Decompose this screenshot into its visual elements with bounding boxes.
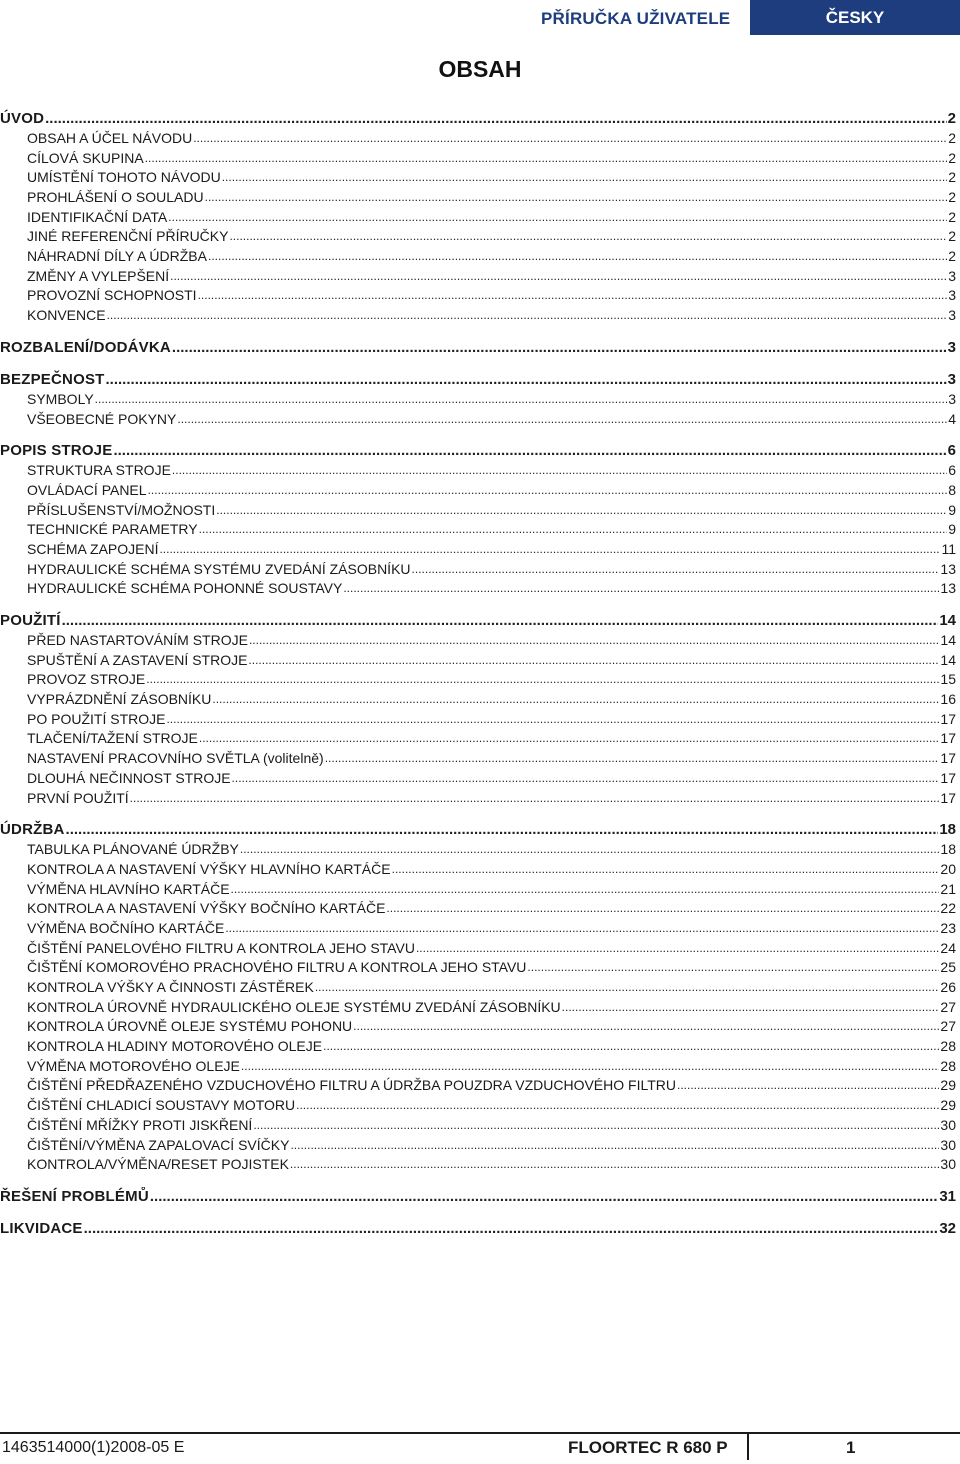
toc-dot-leader	[45, 109, 947, 129]
toc-entry-page: 14	[940, 651, 956, 668]
toc-entry-title: PROHLÁŠENÍ O SOULADU	[27, 189, 204, 206]
toc-entry-page: 30	[940, 1156, 956, 1173]
toc-subsection-entry[interactable]	[0, 1037, 956, 1057]
toc-dot-leader	[84, 1219, 939, 1239]
toc-dot-leader	[170, 267, 947, 287]
toc-dot-leader	[166, 710, 939, 730]
toc-entry-title: UMÍSTĚNÍ TOHOTO NÁVODU	[27, 169, 221, 186]
toc-entry-title: VŠEOBECNÉ POKYNY	[27, 410, 177, 427]
toc-entry-title: SYMBOLY	[27, 390, 94, 407]
toc-dot-leader	[229, 227, 947, 247]
toc-entry-page: 4	[948, 410, 956, 427]
model-name: FLOORTEC R 680 P	[568, 1438, 728, 1457]
toc-subsection-entry[interactable]	[0, 730, 956, 750]
toc-subsection-entry[interactable]	[0, 1096, 956, 1116]
toc-entry-page: 13	[940, 580, 956, 597]
toc-subsection-entry[interactable]	[0, 710, 956, 730]
toc-subsection-entry[interactable]	[0, 998, 956, 1018]
toc-entry-title: POPIS STROJE	[0, 442, 113, 460]
toc-entry-page: 2	[948, 129, 956, 146]
toc-entry-page: 17	[940, 730, 956, 747]
toc-dot-leader	[241, 1057, 940, 1077]
toc-subsection-entry[interactable]	[0, 149, 956, 169]
toc-entry-title: ÚDRŽBA	[0, 821, 65, 839]
toc-entry-title: HYDRAULICKÉ SCHÉMA SYSTÉMU ZVEDÁNÍ ZÁSOBNÍKU	[27, 560, 411, 577]
toc-dot-leader	[527, 958, 939, 978]
toc-entry-title: PŘÍSLUŠENSTVÍ/MOŽNOSTI	[27, 501, 216, 518]
toc-entry-page: 9	[948, 501, 956, 518]
toc-subsection-entry[interactable]	[0, 481, 956, 501]
toc-dot-leader	[198, 287, 948, 307]
toc-entry-title: KONTROLA VÝŠKY A ČINNOSTI ZÁSTĚREK	[27, 979, 314, 996]
toc-entry-title: KONTROLA HLADINY MOTOROVÉHO OLEJE	[27, 1038, 323, 1055]
toc-subsection-entry[interactable]	[0, 461, 956, 481]
toc-entry-title: KONTROLA ÚROVNĚ OLEJE SYSTÉMU POHONU	[27, 1018, 353, 1035]
toc-subsection-entry[interactable]	[0, 188, 956, 208]
toc-entry-title: NASTAVENÍ PRACOVNÍHO SVĚTLA (volitelně)	[27, 750, 324, 767]
toc-dot-leader	[248, 651, 939, 671]
toc-entry-page: 2	[947, 110, 956, 127]
toc-subsection-entry[interactable]	[0, 651, 956, 671]
section-gap	[0, 326, 956, 338]
toc-dot-leader	[193, 129, 947, 149]
toc-dot-leader	[148, 481, 948, 501]
toc-entry-page: 3	[948, 307, 956, 324]
toc-dot-leader	[216, 501, 947, 521]
toc-entry-page: 21	[940, 880, 956, 897]
toc-entry-page: 27	[940, 998, 956, 1015]
section-gap	[0, 1207, 956, 1219]
toc-entry-title: ČIŠTĚNÍ/VÝMĚNA ZAPALOVACÍ SVÍČKY	[27, 1136, 290, 1153]
toc-entry-title: POUŽITÍ	[0, 612, 61, 630]
toc-section-entry[interactable]	[0, 1187, 956, 1207]
toc-subsection-entry[interactable]	[0, 579, 956, 599]
toc-entry-title: STRUKTURA STROJE	[27, 462, 171, 479]
toc-subsection-entry[interactable]	[0, 520, 956, 540]
toc-entry-page: 29	[940, 1077, 956, 1094]
toc-entry-page: 16	[940, 691, 956, 708]
toc-entry-page: 6	[948, 462, 956, 479]
toc-subsection-entry[interactable]	[0, 306, 956, 326]
toc-subsection-entry[interactable]	[0, 560, 956, 580]
language-label: ČESKY	[825, 7, 885, 27]
toc-dot-leader	[159, 540, 940, 560]
toc-dot-leader	[172, 338, 947, 358]
toc-entry-page: 2	[948, 208, 956, 225]
toc-entry-title: PRVNÍ POUŽITÍ	[27, 789, 129, 806]
toc-entry-title: ČIŠTĚNÍ PŘEDŘAZENÉHO VZDUCHOVÉHO FILTRU A ÚDRŽBA POUZDRA VZDUCHOVÉHO FILTRU	[27, 1077, 676, 1094]
toc-entry-page: 30	[940, 1116, 956, 1133]
toc-subsection-entry[interactable]	[0, 129, 956, 149]
toc-entry-page: 17	[940, 750, 956, 767]
toc-entry-title: PROVOZNÍ SCHOPNOSTI	[27, 287, 197, 304]
toc-subsection-entry[interactable]	[0, 540, 956, 560]
toc-subsection-entry[interactable]	[0, 899, 956, 919]
toc-entry-page: 28	[940, 1057, 956, 1074]
page-title: OBSAH	[438, 56, 522, 82]
page-number: 1	[846, 1438, 856, 1457]
toc-dot-leader	[392, 860, 940, 880]
toc-entry-page: 27	[940, 1018, 956, 1035]
toc-entry-page: 30	[940, 1136, 956, 1153]
footer-rule	[0, 1432, 960, 1434]
toc-dot-leader	[177, 410, 947, 430]
toc-subsection-entry[interactable]	[0, 390, 956, 410]
toc-entry-page: 3	[948, 287, 956, 304]
toc-dot-leader	[130, 789, 940, 809]
toc-entry-title: KONTROLA A NASTAVENÍ VÝŠKY BOČNÍHO KARTÁČE	[27, 900, 386, 917]
toc-subsection-entry[interactable]	[0, 860, 956, 880]
toc-dot-leader	[95, 390, 948, 410]
toc-subsection-entry[interactable]	[0, 267, 956, 287]
toc-dot-leader	[222, 168, 948, 188]
toc-subsection-entry[interactable]	[0, 1057, 956, 1077]
toc-entry-page: 3	[948, 267, 956, 284]
toc-section-entry[interactable]	[0, 820, 956, 840]
toc-dot-leader	[212, 690, 939, 710]
toc-dot-leader	[168, 208, 947, 228]
toc-subsection-entry[interactable]	[0, 631, 956, 651]
toc-entry-page: 3	[948, 390, 956, 407]
toc-dot-leader	[296, 1096, 939, 1116]
toc-dot-leader	[199, 730, 940, 750]
toc-subsection-entry[interactable]	[0, 1155, 956, 1175]
toc-subsection-entry[interactable]	[0, 749, 956, 769]
toc-dot-leader	[150, 1187, 938, 1207]
toc-entry-title: TABULKA PLÁNOVANÉ ÚDRŽBY	[27, 841, 239, 858]
toc-entry-title: ČIŠTĚNÍ MŘÍŽKY PROTI JISKŘENÍ	[27, 1116, 253, 1133]
toc-entry-title: PO POUŽITÍ STROJE	[27, 710, 166, 727]
toc-subsection-entry[interactable]	[0, 978, 956, 998]
toc-entry-title: KONTROLA/VÝMĚNA/RESET POJISTEK	[27, 1156, 289, 1173]
section-gap	[0, 358, 956, 370]
toc-dot-leader	[416, 939, 939, 959]
toc-entry-page: 24	[940, 939, 956, 956]
toc-entry-page: 3	[947, 338, 956, 356]
toc-subsection-entry[interactable]	[0, 880, 956, 900]
toc-subsection-entry[interactable]	[0, 168, 956, 188]
toc-entry-title: PŘED NASTARTOVÁNÍM STROJE	[27, 632, 248, 649]
toc-dot-leader	[677, 1077, 939, 1097]
toc-entry-page: 2	[948, 248, 956, 265]
toc-dot-leader	[325, 749, 940, 769]
toc-subsection-entry[interactable]	[0, 1077, 956, 1097]
toc-dot-leader	[343, 579, 939, 599]
toc-section-entry[interactable]	[0, 611, 956, 631]
toc-dot-leader	[232, 769, 940, 789]
toc-entry-page: 17	[940, 789, 956, 806]
toc-dot-leader	[145, 149, 948, 169]
toc-entry-title: KONVENCE	[27, 307, 106, 324]
toc-subsection-entry[interactable]	[0, 208, 956, 228]
toc-section-entry[interactable]	[0, 370, 956, 390]
toc-entry-page: 3	[947, 370, 956, 388]
page-footer	[0, 1432, 960, 1464]
language-tab	[750, 0, 960, 35]
toc-entry-title: VYPRÁZDNĚNÍ ZÁSOBNÍKU	[27, 691, 212, 708]
toc-dot-leader	[353, 1017, 939, 1037]
toc-entry-title: PROVOZ STROJE	[27, 671, 146, 688]
toc-entry-title: KONTROLA ÚROVNĚ HYDRAULICKÉHO OLEJE SYSTÉMU ZVEDÁNÍ ZÁSOBNÍKU	[27, 998, 561, 1015]
toc-dot-leader	[66, 820, 939, 840]
toc-entry-title: OBSAH A ÚČEL NÁVODU	[27, 129, 193, 146]
toc-dot-leader	[249, 631, 939, 651]
toc-subsection-entry[interactable]	[0, 789, 956, 809]
toc-dot-leader	[225, 919, 939, 939]
toc-section-entry[interactable]	[0, 338, 956, 358]
table-of-contents	[0, 109, 956, 1239]
toc-dot-leader	[253, 1116, 939, 1136]
toc-entry-page: 15	[940, 671, 956, 688]
toc-dot-leader	[208, 247, 947, 267]
toc-dot-leader	[172, 461, 947, 481]
toc-dot-leader	[290, 1136, 939, 1156]
toc-entry-title: JINÉ REFERENČNÍ PŘÍRUČKY	[27, 228, 229, 245]
toc-entry-page: 9	[948, 521, 956, 538]
manual-header-label: PŘÍRUČKA UŽIVATELE	[541, 9, 731, 28]
toc-section-entry[interactable]	[0, 109, 956, 129]
toc-entry-title: NÁHRADNÍ DÍLY A ÚDRŽBA	[27, 248, 207, 265]
toc-dot-leader	[231, 880, 940, 900]
toc-subsection-entry[interactable]	[0, 769, 956, 789]
toc-entry-title: BEZPEČNOST	[0, 370, 105, 388]
toc-dot-leader	[106, 370, 947, 390]
toc-entry-title: TLAČENÍ/TAŽENÍ STROJE	[27, 730, 198, 747]
toc-entry-page: 14	[940, 632, 956, 649]
toc-entry-title: DLOUHÁ NEČINNOST STROJE	[27, 769, 231, 786]
toc-entry-page: 8	[948, 481, 956, 498]
footer-divider	[747, 1432, 749, 1460]
toc-entry-title: VÝMĚNA BOČNÍHO KARTÁČE	[27, 919, 225, 936]
toc-entry-title: TECHNICKÉ PARAMETRY	[27, 521, 198, 538]
toc-subsection-entry[interactable]	[0, 919, 956, 939]
toc-entry-title: ČIŠTĚNÍ KOMOROVÉHO PRACHOVÉHO FILTRU A KONTROLA JEHO STAVU	[27, 959, 527, 976]
toc-subsection-entry[interactable]	[0, 958, 956, 978]
section-gap	[0, 599, 956, 611]
toc-entry-page: 18	[940, 841, 956, 858]
toc-entry-title: KONTROLA A NASTAVENÍ VÝŠKY HLAVNÍHO KARTÁČE	[27, 860, 391, 877]
toc-entry-title: OVLÁDACÍ PANEL	[27, 481, 147, 498]
toc-dot-leader	[146, 670, 939, 690]
toc-entry-page: 6	[947, 442, 956, 460]
toc-dot-leader	[412, 560, 940, 580]
toc-entry-page: 2	[948, 169, 956, 186]
toc-entry-page: 14	[939, 612, 956, 630]
toc-subsection-entry[interactable]	[0, 410, 956, 430]
document-code: 1463514000(1)2008-05 E	[2, 1439, 185, 1456]
toc-entry-page: 32	[939, 1219, 956, 1237]
toc-entry-title: SCHÉMA ZAPOJENÍ	[27, 540, 159, 557]
toc-entry-title: HYDRAULICKÉ SCHÉMA POHONNÉ SOUSTAVY	[27, 580, 343, 597]
toc-dot-leader	[113, 441, 946, 461]
toc-entry-title: ZMĚNY A VYLEPŠENÍ	[27, 267, 170, 284]
toc-subsection-entry[interactable]	[0, 1017, 956, 1037]
toc-subsection-entry[interactable]	[0, 227, 956, 247]
toc-subsection-entry[interactable]	[0, 287, 956, 307]
toc-entry-title: ŘEŠENÍ PROBLÉMŮ	[0, 1187, 149, 1205]
toc-entry-title: ČIŠTĚNÍ PANELOVÉHO FILTRU A KONTROLA JEHO STAVU	[27, 939, 415, 956]
toc-entry-title: VÝMĚNA MOTOROVÉHO OLEJE	[27, 1057, 240, 1074]
toc-entry-title: ČIŠTĚNÍ CHLADICÍ SOUSTAVY MOTORU	[27, 1097, 296, 1114]
toc-dot-leader	[323, 1037, 939, 1057]
toc-entry-title: VÝMĚNA HLAVNÍHO KARTÁČE	[27, 880, 230, 897]
toc-entry-page: 20	[940, 860, 956, 877]
toc-subsection-entry[interactable]	[0, 1136, 956, 1156]
toc-entry-title: ROZBALENÍ/DODÁVKA	[0, 338, 171, 356]
toc-section-entry[interactable]	[0, 1219, 956, 1239]
toc-entry-page: 29	[940, 1097, 956, 1114]
toc-entry-title: IDENTIFIKAČNÍ DATA	[27, 208, 168, 225]
toc-entry-page: 22	[940, 900, 956, 917]
toc-entry-page: 28	[940, 1038, 956, 1055]
toc-dot-leader	[205, 188, 948, 208]
section-gap	[0, 808, 956, 820]
toc-dot-leader	[290, 1155, 940, 1175]
toc-entry-page: 17	[940, 710, 956, 727]
toc-entry-page: 26	[940, 979, 956, 996]
toc-entry-page: 18	[939, 821, 956, 839]
toc-entry-page: 31	[939, 1187, 956, 1205]
toc-dot-leader	[562, 998, 940, 1018]
toc-subsection-entry[interactable]	[0, 690, 956, 710]
toc-entry-page: 2	[948, 189, 956, 206]
toc-dot-leader	[107, 306, 948, 326]
toc-subsection-entry[interactable]	[0, 1116, 956, 1136]
toc-entry-page: 25	[940, 959, 956, 976]
section-gap	[0, 1175, 956, 1187]
toc-dot-leader	[315, 978, 940, 998]
toc-entry-title: SPUŠTĚNÍ A ZASTAVENÍ STROJE	[27, 651, 248, 668]
toc-entry-page: 11	[941, 540, 956, 557]
toc-entry-page: 2	[948, 149, 956, 166]
toc-dot-leader	[386, 899, 939, 919]
section-gap	[0, 429, 956, 441]
toc-entry-page: 13	[940, 560, 956, 577]
toc-subsection-entry[interactable]	[0, 247, 956, 267]
toc-dot-leader	[199, 520, 948, 540]
toc-entry-title: ÚVOD	[0, 110, 45, 127]
toc-entry-page: 2	[948, 228, 956, 245]
toc-entry-title: LIKVIDACE	[0, 1219, 83, 1237]
toc-entry-page: 17	[940, 769, 956, 786]
toc-dot-leader	[62, 611, 939, 631]
toc-subsection-entry[interactable]	[0, 670, 956, 690]
toc-dot-leader	[240, 840, 940, 860]
toc-section-entry[interactable]	[0, 441, 956, 461]
toc-subsection-entry[interactable]	[0, 501, 956, 521]
toc-entry-page: 23	[940, 919, 956, 936]
toc-entry-title: CÍLOVÁ SKUPINA	[27, 149, 144, 166]
toc-subsection-entry[interactable]	[0, 840, 956, 860]
toc-subsection-entry[interactable]	[0, 939, 956, 959]
